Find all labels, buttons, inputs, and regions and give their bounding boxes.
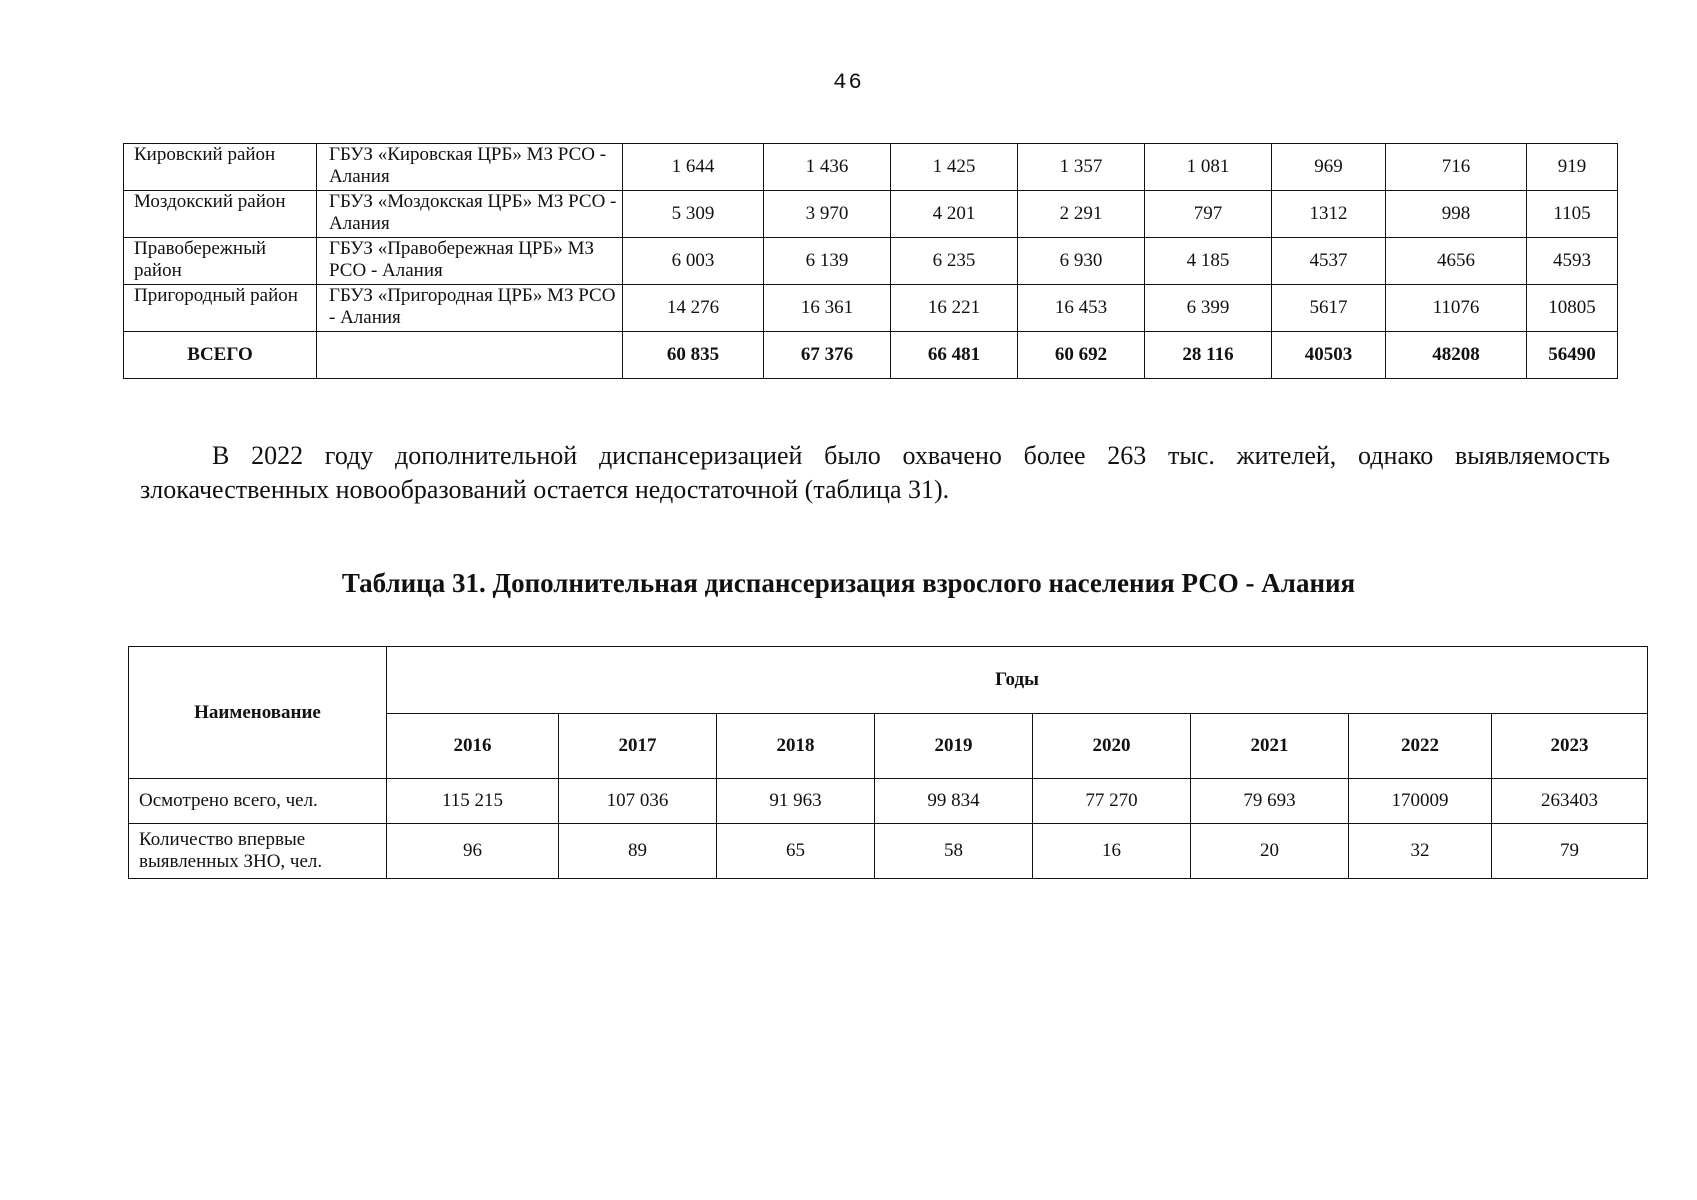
value-cell: 4 201 <box>891 191 1018 238</box>
table-row <box>124 285 1618 332</box>
value-cell: 1 425 <box>891 144 1018 191</box>
year-header: 2016 <box>387 714 559 779</box>
total-value-cell: 56490 <box>1527 332 1618 379</box>
value-cell: 11076 <box>1386 285 1527 332</box>
body-paragraph: В 2022 году дополнительной диспансеризацией было охвачено более 263 тыс. жителей, однако выявляемость злокачественных новообразований остается недостаточной (таблица 31). <box>140 441 1610 504</box>
value-cell: 1 081 <box>1145 144 1272 191</box>
row-label: Количество впервые выявленных ЗНО, чел. <box>129 824 387 879</box>
value-cell: 5 309 <box>623 191 764 238</box>
value-cell: 1 436 <box>764 144 891 191</box>
value-cell: 5617 <box>1272 285 1386 332</box>
value-cell: 6 930 <box>1018 238 1145 285</box>
district-name: Пригородный район <box>124 285 317 332</box>
value-cell: 998 <box>1386 191 1527 238</box>
total-value-cell: 67 376 <box>764 332 891 379</box>
table-row <box>124 191 1618 238</box>
district-screening-table <box>123 143 1618 379</box>
value-cell: 79 693 <box>1191 779 1349 824</box>
value-cell: 6 235 <box>891 238 1018 285</box>
value-cell: 91 963 <box>717 779 875 824</box>
total-value-cell: 66 481 <box>891 332 1018 379</box>
organization-name: ГБУЗ «Правобережная ЦРБ» МЗ РСО - Алания <box>317 238 623 285</box>
value-cell: 6 139 <box>764 238 891 285</box>
value-cell: 96 <box>387 824 559 879</box>
value-cell: 65 <box>717 824 875 879</box>
value-cell: 58 <box>875 824 1033 879</box>
value-cell: 14 276 <box>623 285 764 332</box>
year-header: 2020 <box>1033 714 1191 779</box>
value-cell: 79 <box>1492 824 1648 879</box>
table-row <box>124 144 1618 191</box>
value-cell: 16 221 <box>891 285 1018 332</box>
table-row <box>124 238 1618 285</box>
total-label: ВСЕГО <box>124 332 317 379</box>
table-31-caption: Таблица 31. Дополнительная диспансеризация взрослого населения РСО - Алания <box>341 568 1356 598</box>
table-31 <box>128 646 1648 879</box>
district-name: Правобережный район <box>124 238 317 285</box>
value-cell: 4656 <box>1386 238 1527 285</box>
table-row <box>129 824 1648 879</box>
value-cell: 6 003 <box>623 238 764 285</box>
value-cell: 919 <box>1527 144 1618 191</box>
value-cell: 4 185 <box>1145 238 1272 285</box>
value-cell: 4593 <box>1527 238 1618 285</box>
value-cell: 716 <box>1386 144 1527 191</box>
value-cell: 89 <box>559 824 717 879</box>
year-header: 2019 <box>875 714 1033 779</box>
total-value-cell: 40503 <box>1272 332 1386 379</box>
total-row <box>124 332 1618 379</box>
year-header: 2023 <box>1492 714 1648 779</box>
value-cell: 2 291 <box>1018 191 1145 238</box>
value-cell: 263403 <box>1492 779 1648 824</box>
total-value-cell: 60 835 <box>623 332 764 379</box>
table-row <box>129 779 1648 824</box>
value-cell: 1312 <box>1272 191 1386 238</box>
year-header: 2018 <box>717 714 875 779</box>
value-cell: 32 <box>1349 824 1492 879</box>
organization-name: ГБУЗ «Моздокская ЦРБ» МЗ РСО - Алания <box>317 191 623 238</box>
value-cell: 170009 <box>1349 779 1492 824</box>
value-cell: 6 399 <box>1145 285 1272 332</box>
district-name: Кировский район <box>124 144 317 191</box>
value-cell: 115 215 <box>387 779 559 824</box>
organization-name: ГБУЗ «Пригородная ЦРБ» МЗ РСО - Алания <box>317 285 623 332</box>
organization-name: ГБУЗ «Кировская ЦРБ» МЗ РСО - Алания <box>317 144 623 191</box>
value-cell: 4537 <box>1272 238 1386 285</box>
total-value-cell: 48208 <box>1386 332 1527 379</box>
value-cell: 20 <box>1191 824 1349 879</box>
value-cell: 107 036 <box>559 779 717 824</box>
total-value-cell: 60 692 <box>1018 332 1145 379</box>
value-cell: 99 834 <box>875 779 1033 824</box>
value-cell: 77 270 <box>1033 779 1191 824</box>
total-org-empty <box>317 332 623 379</box>
value-cell: 1 644 <box>623 144 764 191</box>
year-header: 2021 <box>1191 714 1349 779</box>
value-cell: 16 361 <box>764 285 891 332</box>
row-label: Осмотрено всего, чел. <box>129 779 387 824</box>
total-value-cell: 28 116 <box>1145 332 1272 379</box>
year-header: 2017 <box>559 714 717 779</box>
header-years: Годы <box>387 647 1648 714</box>
page-number: 46 <box>833 70 864 95</box>
year-header: 2022 <box>1349 714 1492 779</box>
value-cell: 16 453 <box>1018 285 1145 332</box>
value-cell: 10805 <box>1527 285 1618 332</box>
district-name: Моздокский район <box>124 191 317 238</box>
value-cell: 1 357 <box>1018 144 1145 191</box>
value-cell: 16 <box>1033 824 1191 879</box>
value-cell: 1105 <box>1527 191 1618 238</box>
value-cell: 969 <box>1272 144 1386 191</box>
value-cell: 3 970 <box>764 191 891 238</box>
header-name: Наименование <box>129 647 387 779</box>
value-cell: 797 <box>1145 191 1272 238</box>
